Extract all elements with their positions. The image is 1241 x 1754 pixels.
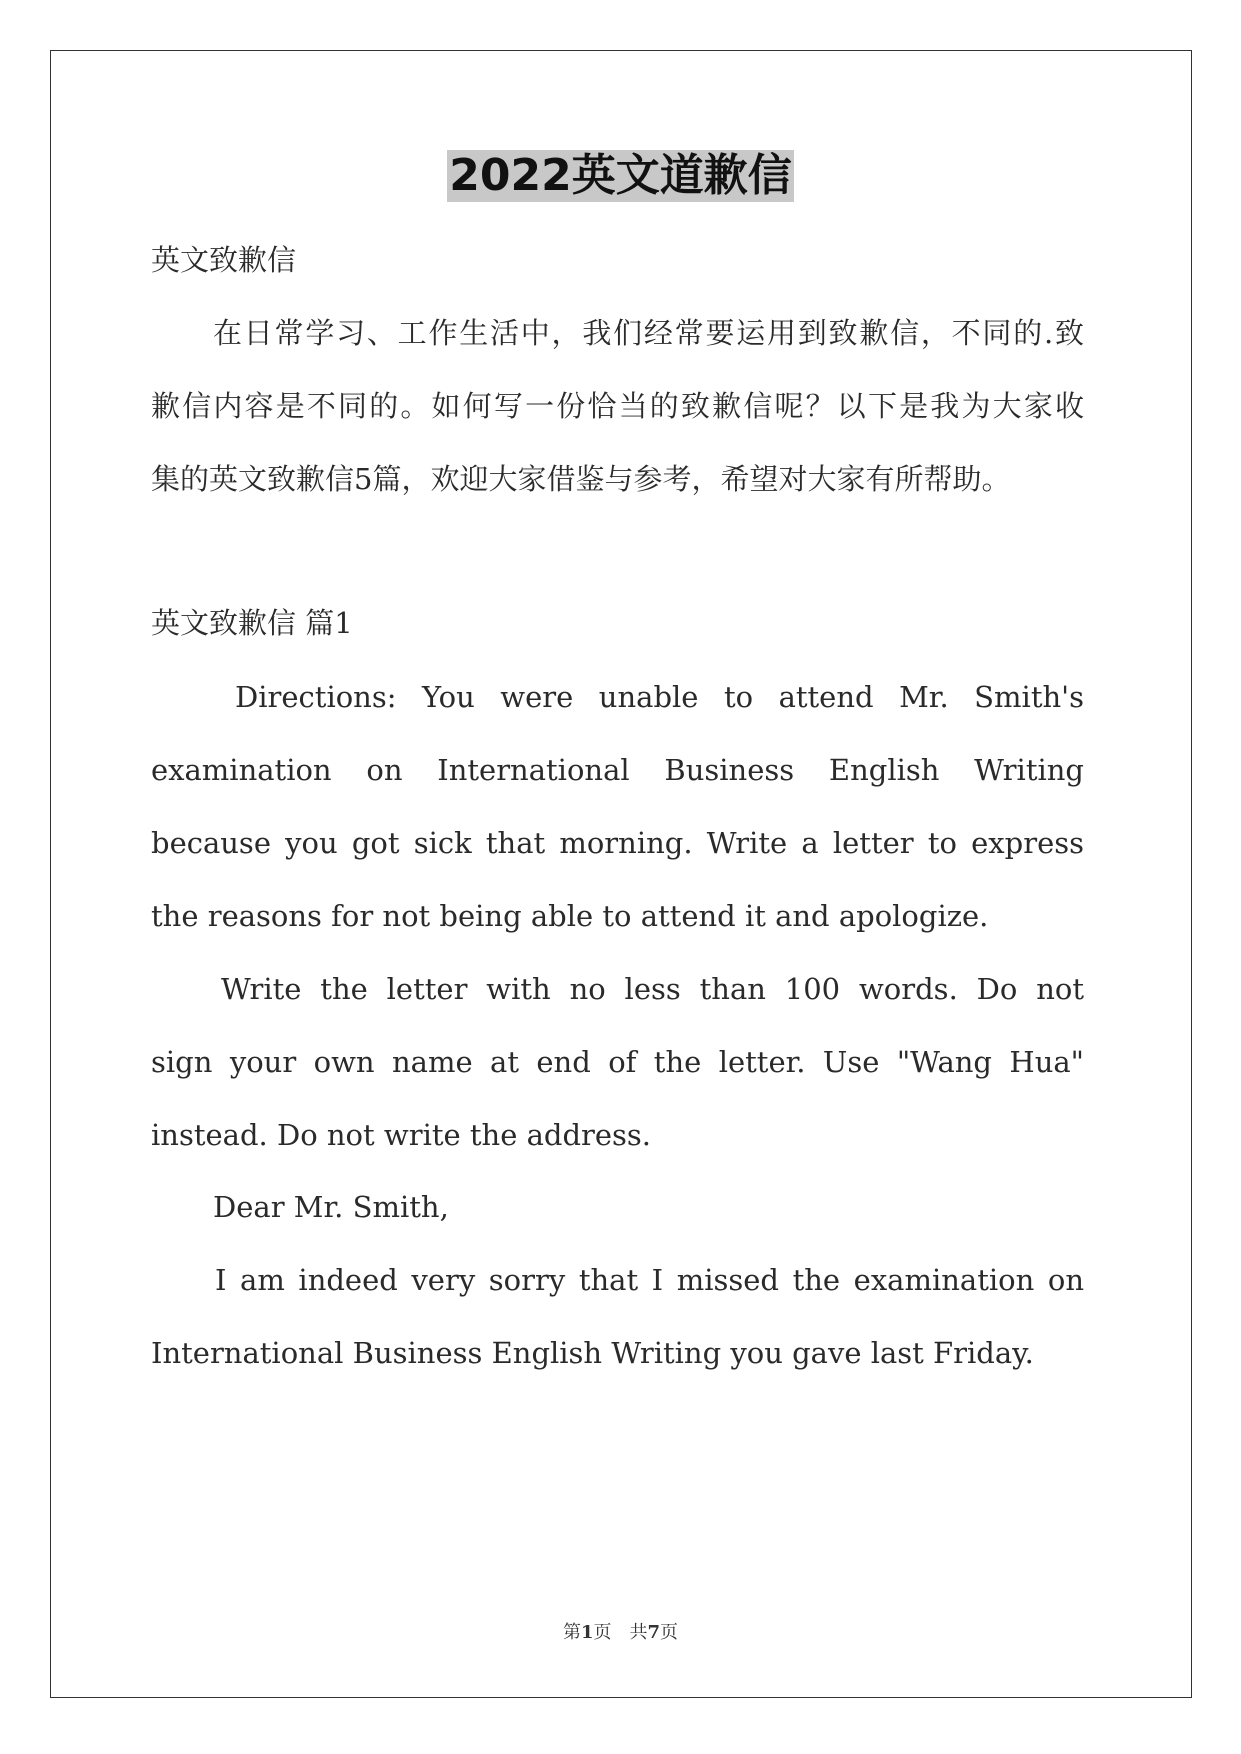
letter-salutation: Dear Mr. Smith, <box>213 1190 449 1224</box>
paragraph-line: sign your own name at end of the letter. Use "Wang Hua" <box>151 1045 1084 1079</box>
paragraph-line: because you got sick that morning. Write a letter to express <box>151 826 1084 860</box>
page-suffix: 页 <box>660 1622 679 1643</box>
paragraph-line: instead. Do not write the address. <box>151 1118 652 1152</box>
paragraph-line: Directions: You were unable to attend Mr. Smith's <box>235 680 1084 714</box>
page-footer <box>0 1618 1241 1644</box>
page-frame <box>50 50 1192 1698</box>
paragraph-line: 在日常学习、工作生活中，我们经常要运用到致歉信，不同的.致 <box>213 316 1084 350</box>
paragraph-line: 集的英文致歉信5篇，欢迎大家借鉴与参考，希望对大家有所帮助。 <box>151 462 1011 496</box>
page-total: 7 <box>647 1622 661 1643</box>
paragraph-line: the reasons for not being able to attend it and apologize. <box>151 899 989 933</box>
section-heading: 英文致歉信 篇1 <box>151 606 353 640</box>
paragraph-line: International Business English Writing you gave last Friday. <box>151 1336 1034 1370</box>
section-heading: 英文致歉信 <box>151 243 297 277</box>
page-mid: 页 共 <box>593 1622 648 1643</box>
document-title-text: 2022英文道歉信 <box>449 150 792 201</box>
paragraph-line: Write the letter with no less than 100 words. Do not <box>221 972 1084 1006</box>
paragraph-line: I am indeed very sorry that I missed the examination on <box>215 1263 1084 1297</box>
page-prefix: 第 <box>562 1622 581 1643</box>
paragraph-line: 歉信内容是不同的。如何写一份恰当的致歉信呢？以下是我为大家收 <box>151 389 1084 423</box>
document-title <box>0 150 1241 202</box>
page-current: 1 <box>580 1622 594 1643</box>
paragraph-line: examination on International Business English Writing <box>151 753 1084 787</box>
